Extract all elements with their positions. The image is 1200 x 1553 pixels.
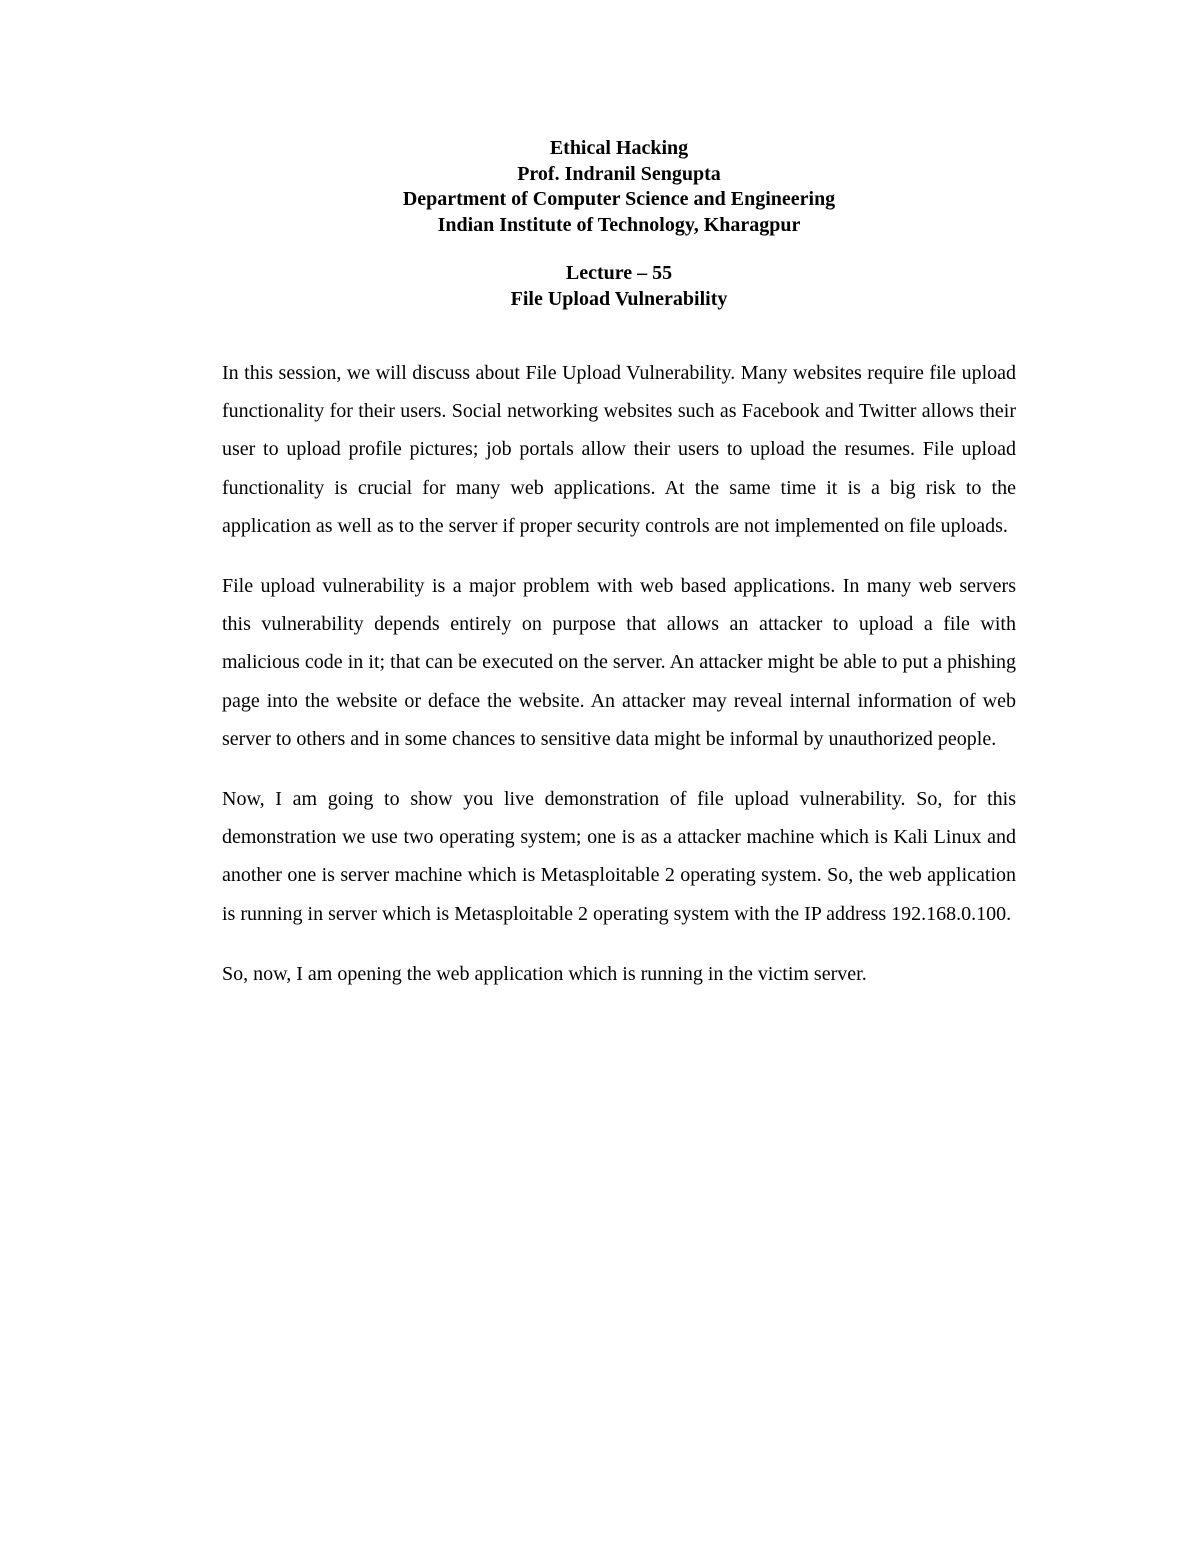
course-title: Ethical Hacking [549, 137, 689, 159]
lecture-topic: File Upload Vulnerability [510, 287, 728, 310]
paragraph-vulnerability: File upload vulnerability is a major problem with web based applications. In many web servers this vulnerability depends entirely on purpose that allows an attacker to upload a file with malicious code in it; that can be executed on the server. An attacker might be able to put a phishing page into the website or deface the website. An attacker may reveal internal information of web server to others and in some chances to sensitive data might be informal by unauthorized people. [222, 575, 1016, 750]
document-body [222, 354, 1016, 1015]
paragraph-opening: So, now, I am opening the web application which is running in the victim server. [222, 962, 867, 985]
document-header [222, 136, 1016, 312]
paragraph-demonstration: Now, I am going to show you live demonstration of file upload vulnerability. So, for this demonstration we use two operating system; one is as a attacker machine which is Kali Linux and another one is server machine which is Metasploitable 2 operating system. So, the web application is running in server which is Metasploitable 2 operating system with the IP address 192.168.0.100. [222, 788, 1016, 925]
paragraph-intro: In this session, we will discuss about File Upload Vulnerability. Many websites require file upload functionality for their users. Social networking websites such as Facebook and Twitter allows their user to upload profile pictures; job portals allow their users to upload the resumes. File upload functionality is crucial for many web applications. At the same time it is a big risk to the application as well as to the server if proper security controls are not implemented on file uploads. [222, 362, 1016, 537]
header-spacer [222, 238, 1016, 261]
professor-name: Prof. Indranil Sengupta [517, 162, 721, 185]
lecture-number: Lecture – 55 [565, 262, 673, 284]
institute-name: Indian Institute of Technology, Kharagpur [437, 213, 801, 236]
department-name: Department of Computer Science and Engineering [402, 188, 836, 210]
